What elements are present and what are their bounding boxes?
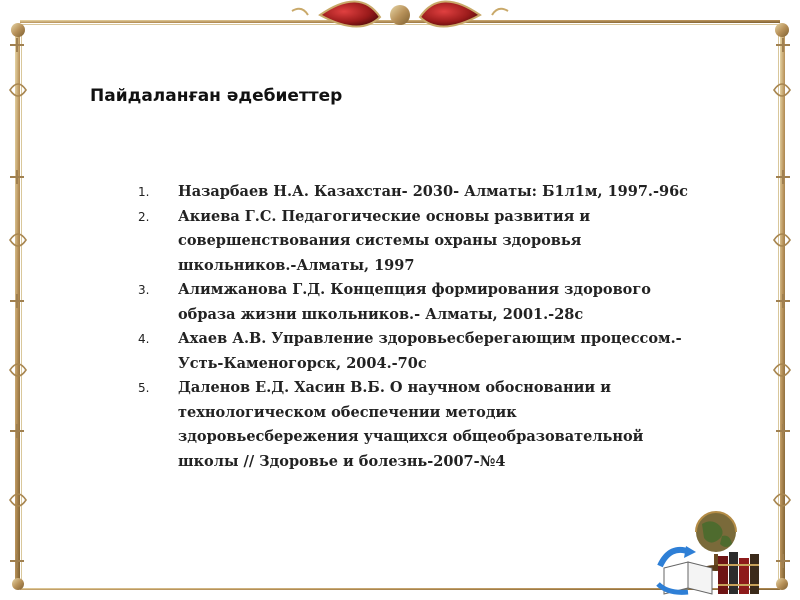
list-item bbox=[138, 180, 698, 205]
list-item bbox=[138, 278, 698, 327]
reference-text: Алимжанова Г.Д. Концепция формирования здорового образа жизни школьников.- Алматы, 2001.-28с bbox=[178, 281, 651, 323]
list-item bbox=[138, 327, 698, 376]
list-number: 1. bbox=[138, 185, 150, 199]
list-item bbox=[138, 376, 698, 474]
list-number: 3. bbox=[138, 283, 150, 297]
heart-ornament bbox=[292, 1, 508, 26]
reference-text: Даленов Е.Д. Хасин В.Б. О научном обосновании и технологическом обеспечении методик здоровьесбережения учащихся общеобразовательной школы // Здоровье и болезнь-2007-№4 bbox=[178, 379, 644, 470]
list-number: 4. bbox=[138, 332, 150, 346]
list-item bbox=[138, 205, 698, 279]
list-number: 5. bbox=[138, 381, 150, 395]
reference-text: Акиева Г.С. Педагогические основы развития и совершенствования системы охраны здоровья школьников.-Алматы, 1997 bbox=[178, 207, 591, 274]
globe-books-icon bbox=[656, 506, 766, 596]
list-number: 2. bbox=[138, 209, 150, 224]
page-title: Пайдаланған әдебиеттер bbox=[90, 86, 343, 106]
references-list bbox=[138, 180, 698, 474]
reference-text: Ахаев А.В. Управление здоровьесберегающим процессом.- Усть-Каменогорск, 2004.-70с bbox=[178, 330, 682, 372]
reference-text: Назарбаев Н.А. Казахстан- 2030- Алматы: Б1л1м, 1997.-96с bbox=[178, 183, 688, 200]
